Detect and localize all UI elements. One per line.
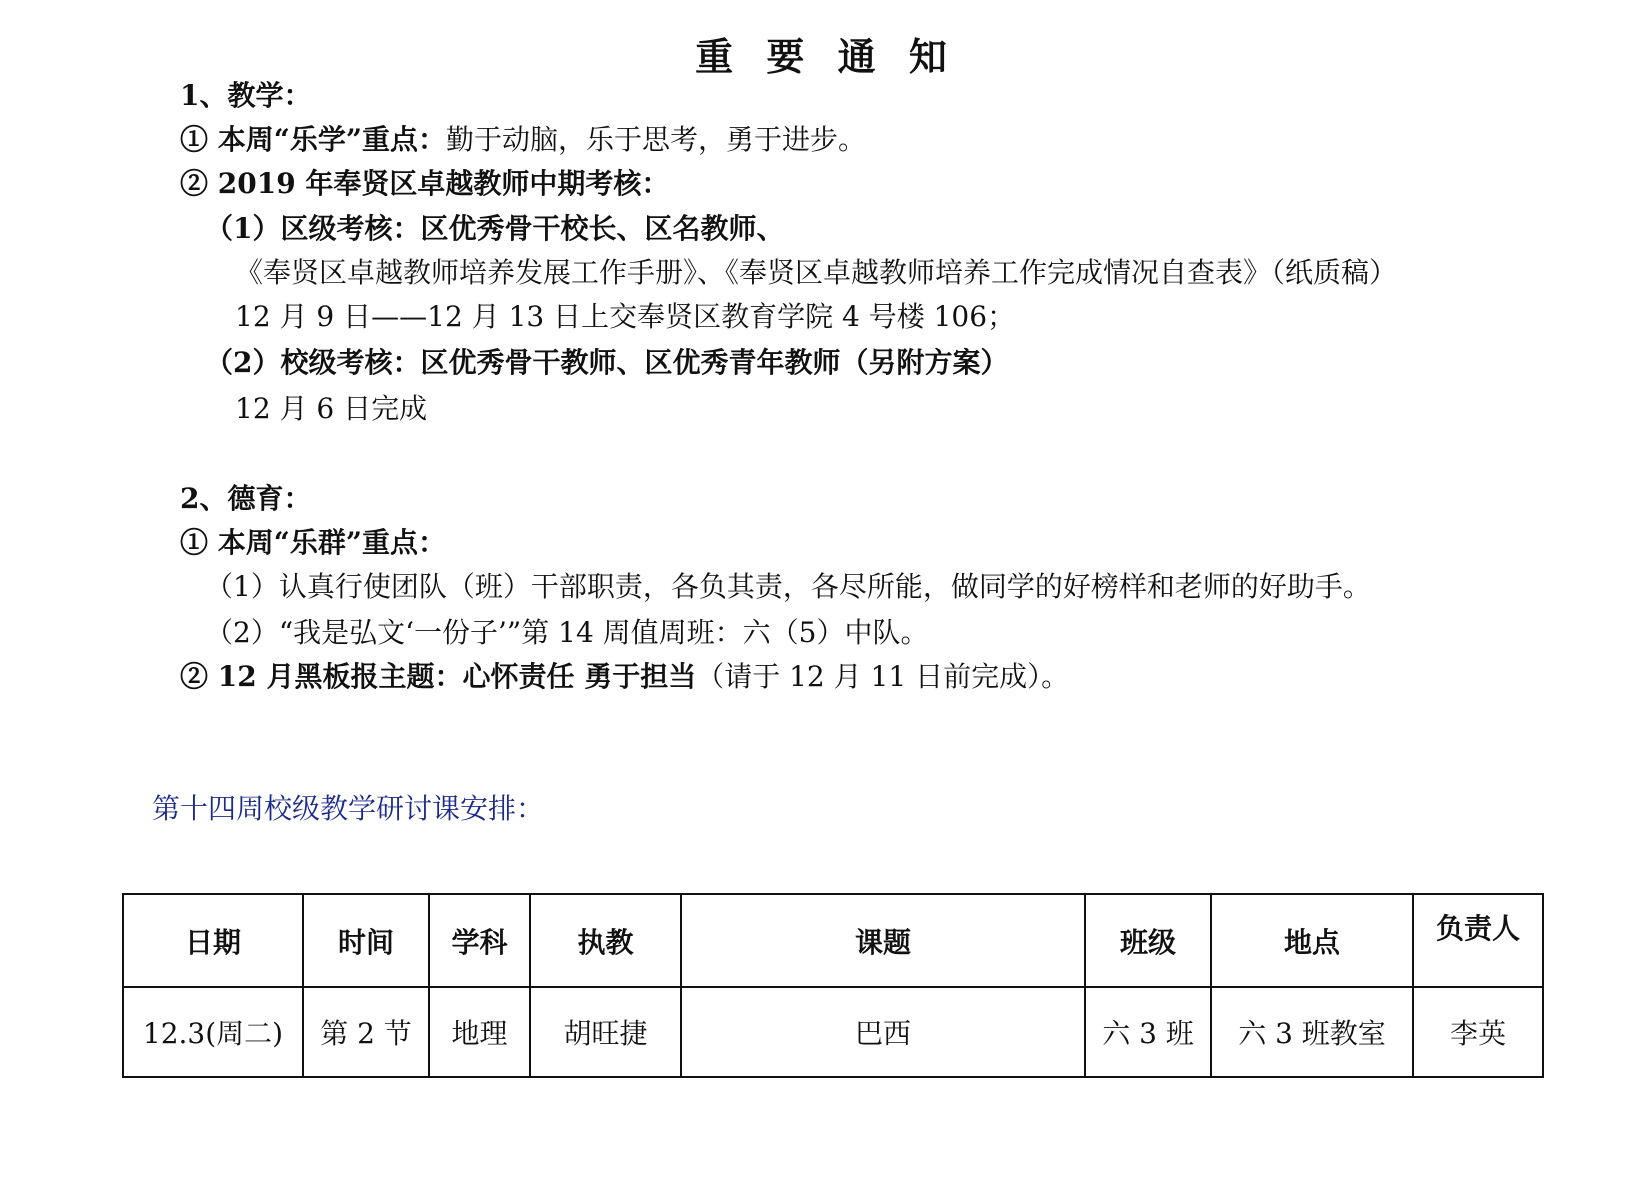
cell-class: 六 3 班 (1085, 987, 1211, 1077)
cell-time: 第 2 节 (303, 987, 429, 1077)
teaching-sub-2-label: （2）校级考核：区优秀骨干教师、区优秀青年教师（另附方案） (205, 346, 1009, 379)
schedule-header-row (123, 894, 1543, 987)
teaching-sub-2-date: 12 月 6 日完成 (235, 392, 428, 425)
table-row (123, 987, 1543, 1077)
teaching-sub-1-docs: 《奉贤区卓越教师培养发展工作手册》、《奉贤区卓越教师培养工作完成情况自查表》（纸质稿） (235, 256, 1398, 289)
cell-date: 12.3(周二) (123, 987, 303, 1077)
moral-sub-1: （1）认真行使团队（班）干部职责，各负其责，各尽所能，做同学的好榜样和老师的好助手。 (205, 570, 1371, 603)
moral-item-2-label: ② 12 月黑板报主题：心怀责任 勇于担当 (180, 660, 697, 693)
teaching-heading: 1、教学： (180, 79, 312, 112)
schedule-heading: 第十四周校级教学研讨课安排： (152, 792, 545, 825)
moral-sub-2: （2）“我是弘文‘一份子’”第 14 周值周班：六（5）中队。 (205, 616, 929, 649)
moral-item-2 (180, 658, 1069, 696)
teaching-sub-1-date: 12 月 9 日——12 月 13 日上交奉贤区教育学院 4 号楼 106； (235, 300, 1016, 333)
col-header-topic: 课题 (681, 894, 1085, 987)
teaching-item-1 (180, 121, 866, 159)
col-header-class: 班级 (1085, 894, 1211, 987)
col-header-time: 时间 (303, 894, 429, 987)
teaching-item-1-label: ① 本周“乐学”重点： (180, 123, 446, 156)
col-header-date: 日期 (123, 894, 303, 987)
col-header-subject: 学科 (429, 894, 530, 987)
cell-topic: 巴西 (681, 987, 1085, 1077)
col-header-location: 地点 (1211, 894, 1413, 987)
moral-heading: 2、德育： (180, 482, 312, 515)
moral-item-2-note: （请于 12 月 11 日前完成）。 (696, 660, 1070, 693)
teaching-item-2-label: ② 2019 年奉贤区卓越教师中期考核： (180, 167, 670, 200)
teaching-sub-1-label: （1）区级考核：区优秀骨干校长、区名教师、 (205, 212, 785, 245)
schedule-table (122, 893, 1544, 1078)
page-title: 重 要 通 知 (695, 34, 957, 79)
moral-item-1-label: ① 本周“乐群”重点： (180, 526, 446, 559)
cell-location: 六 3 班教室 (1211, 987, 1413, 1077)
cell-teacher: 胡旺捷 (530, 987, 681, 1077)
teaching-item-1-text: 勤于动脑，乐于思考，勇于进步。 (445, 123, 866, 156)
col-header-owner: 负责人 (1413, 894, 1543, 987)
cell-subject: 地理 (429, 987, 530, 1077)
col-header-teacher: 执教 (530, 894, 681, 987)
cell-owner: 李英 (1413, 987, 1543, 1077)
